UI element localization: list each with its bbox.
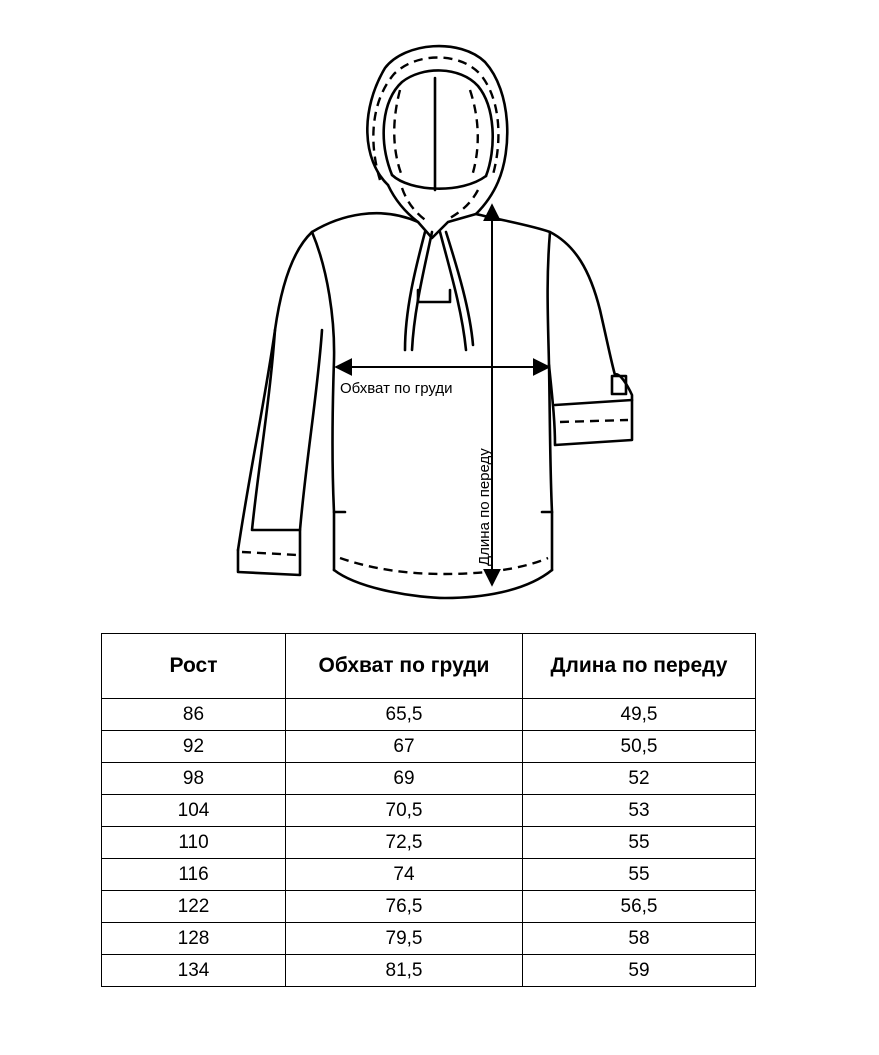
size-table — [101, 633, 756, 987]
cell-chest: 70,5 — [286, 795, 523, 827]
drawstring-left — [405, 232, 425, 350]
table-row — [102, 859, 756, 891]
cell-height: 104 — [102, 795, 286, 827]
cell-length: 52 — [523, 763, 756, 795]
cell-length: 49,5 — [523, 699, 756, 731]
table-row — [102, 699, 756, 731]
table-row — [102, 891, 756, 923]
hem-stitching — [340, 558, 548, 574]
left-sleeve — [252, 330, 322, 530]
table-row — [102, 923, 756, 955]
cell-chest: 69 — [286, 763, 523, 795]
table-row — [102, 827, 756, 859]
cell-height: 110 — [102, 827, 286, 859]
cell-chest: 81,5 — [286, 955, 523, 987]
cell-height: 116 — [102, 859, 286, 891]
cell-length: 50,5 — [523, 731, 756, 763]
cell-height: 92 — [102, 731, 286, 763]
cell-length: 55 — [523, 859, 756, 891]
cell-chest: 65,5 — [286, 699, 523, 731]
header-length: Длина по переду — [523, 634, 756, 699]
cell-length: 56,5 — [523, 891, 756, 923]
cell-height: 98 — [102, 763, 286, 795]
cell-height: 122 — [102, 891, 286, 923]
cell-chest: 76,5 — [286, 891, 523, 923]
table-row — [102, 795, 756, 827]
cell-length: 53 — [523, 795, 756, 827]
cell-chest: 67 — [286, 731, 523, 763]
cell-height: 86 — [102, 699, 286, 731]
cell-height: 128 — [102, 923, 286, 955]
table-row — [102, 955, 756, 987]
cell-length: 59 — [523, 955, 756, 987]
header-height: Рост — [102, 634, 286, 699]
table-header-row — [102, 634, 756, 699]
table-row — [102, 763, 756, 795]
cell-length: 55 — [523, 827, 756, 859]
hem — [334, 570, 552, 598]
cell-chest: 74 — [286, 859, 523, 891]
cell-chest: 72,5 — [286, 827, 523, 859]
cell-height: 134 — [102, 955, 286, 987]
cell-chest: 79,5 — [286, 923, 523, 955]
length-label: Длина по переду — [476, 448, 493, 566]
cell-length: 58 — [523, 923, 756, 955]
table-row — [102, 731, 756, 763]
header-chest: Обхват по груди — [286, 634, 523, 699]
chest-label: Обхват по груди — [340, 380, 453, 397]
